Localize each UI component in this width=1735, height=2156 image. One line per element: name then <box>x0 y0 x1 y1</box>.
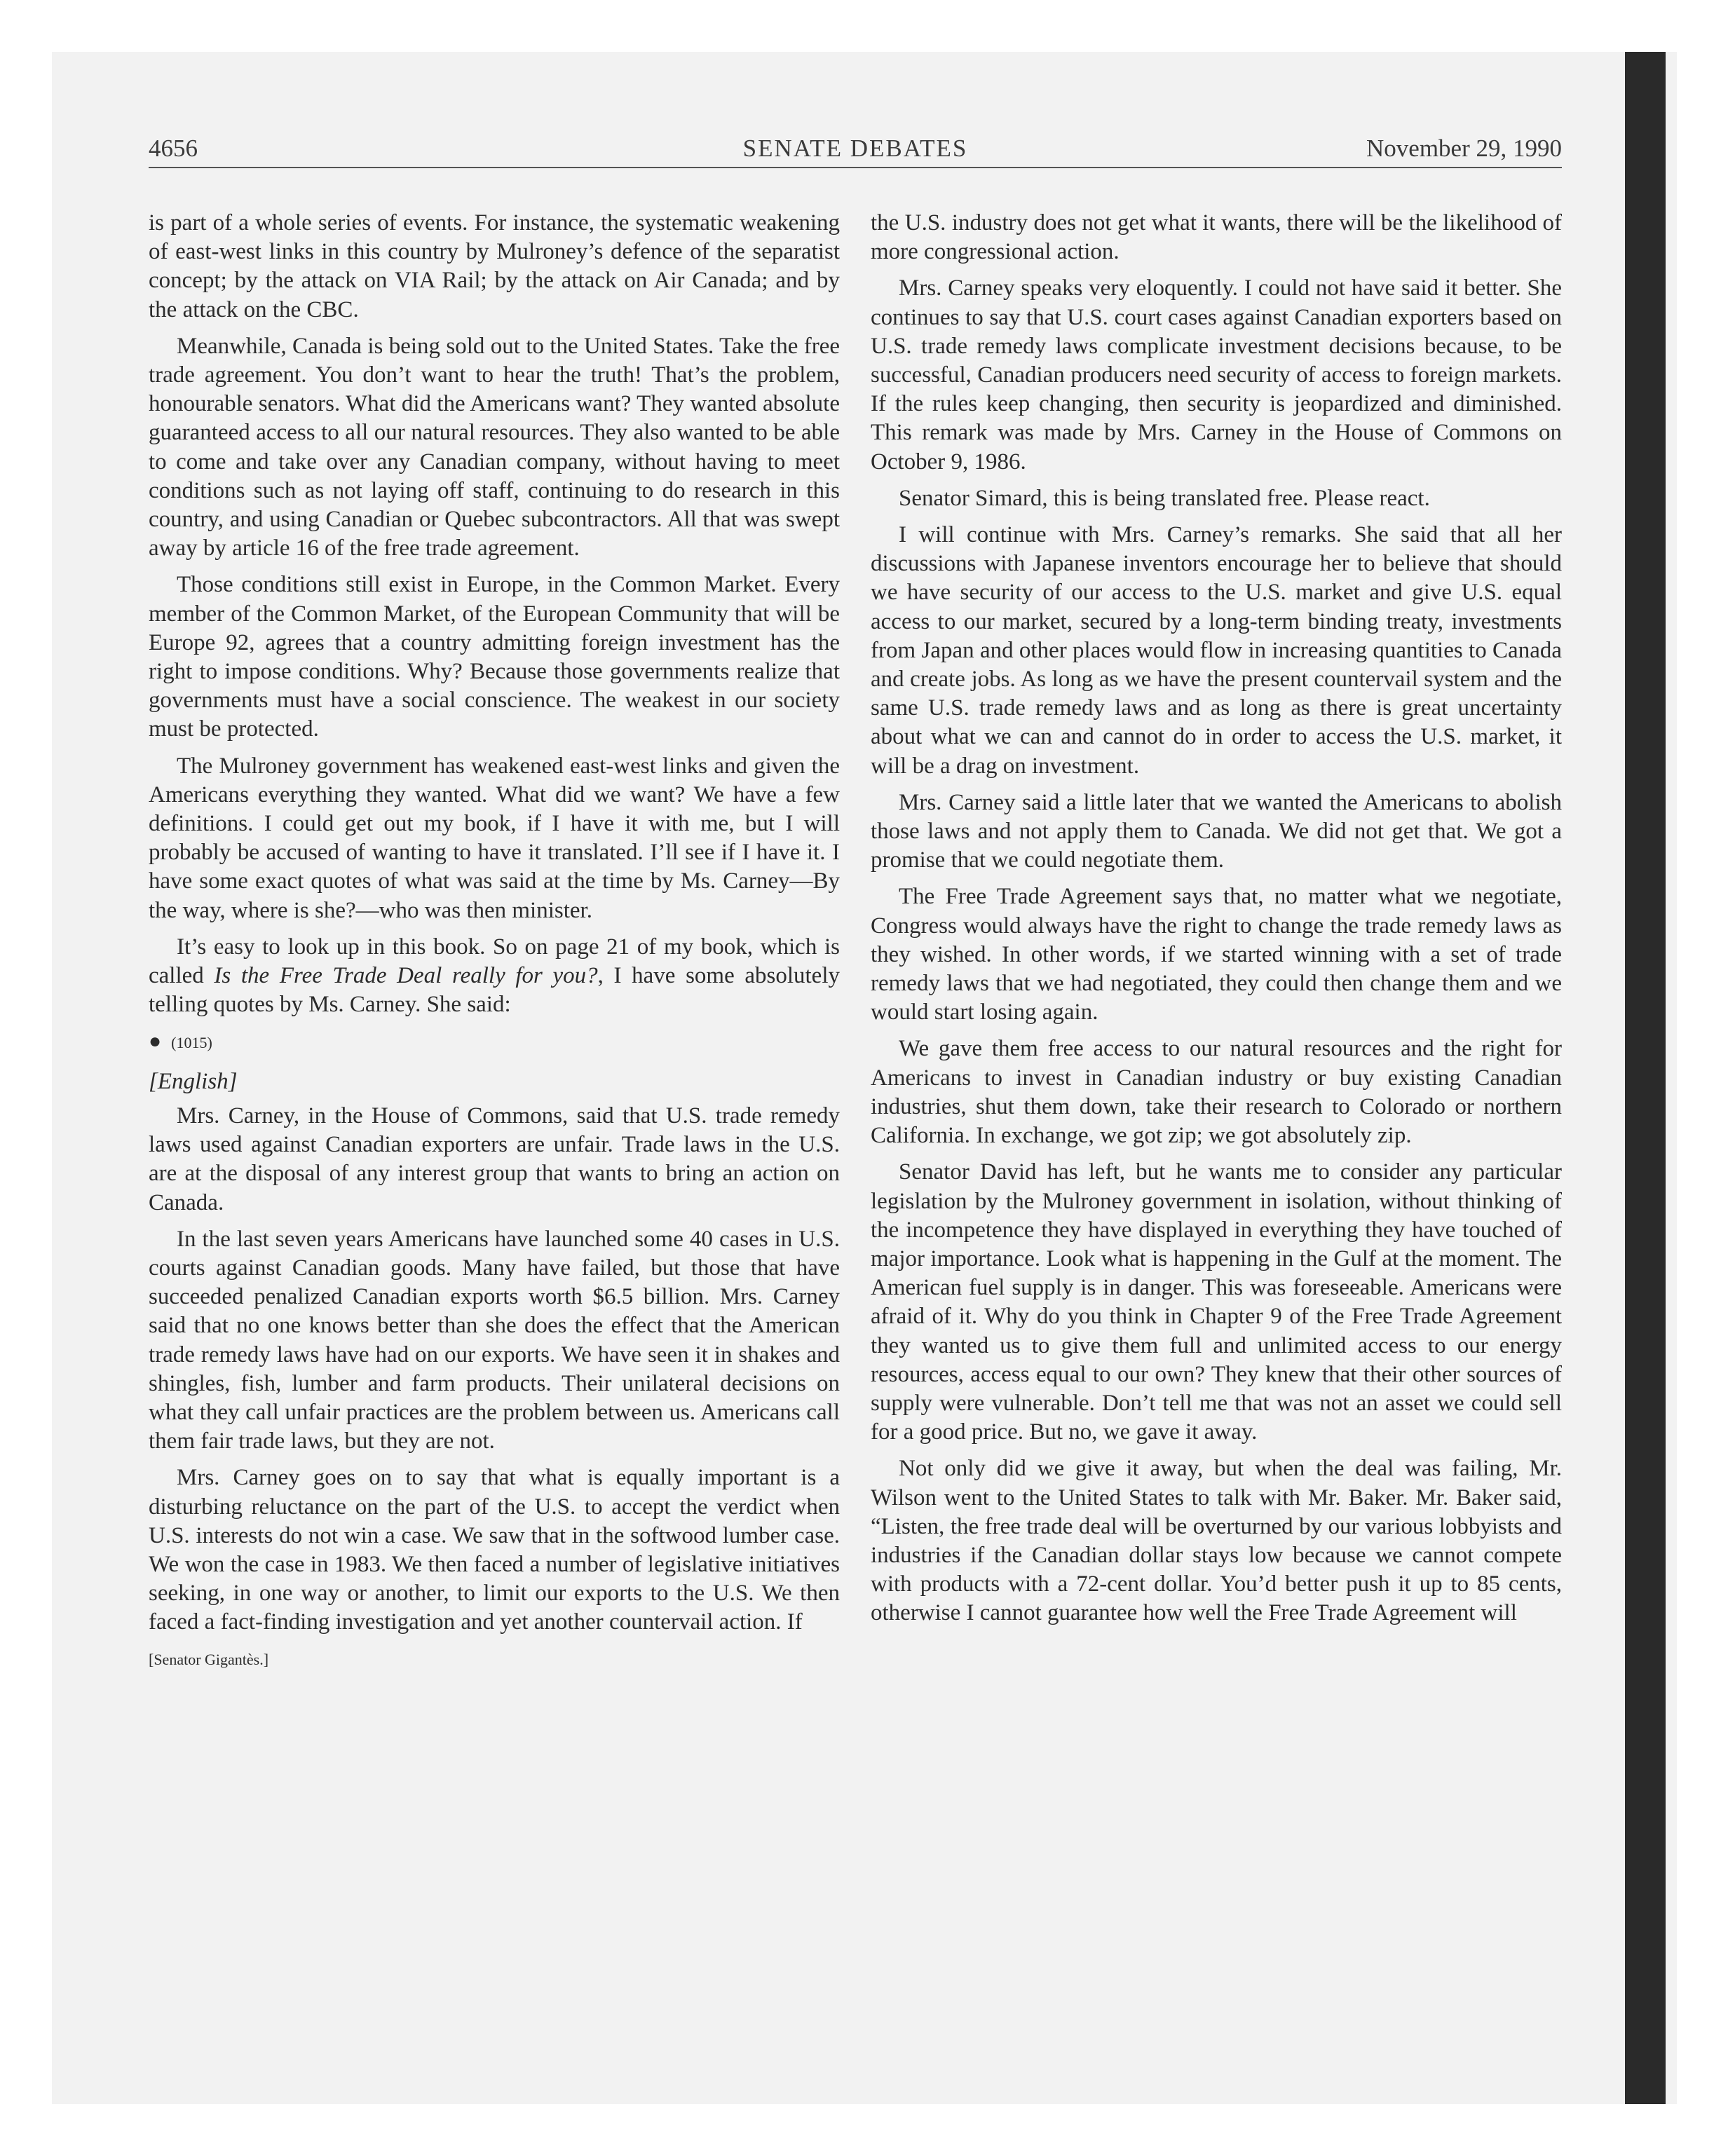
book-title: Is the Free Trade Deal really for you? <box>214 963 598 989</box>
paragraph: In the last seven years Americans have launched some 40 cases in U.S. courts against Canadian goods. Many have failed, but those that have succeeded penalized Canadian exports worth $6.5 billion. Mrs. Carney said that no one knows better than she does the effect that the American trade remedy laws have had on our exports. We have seen it in shakes and shingles, fish, lumber and farm products. Their unilateral decisions on what they call unfair practices are the problem between us. Americans call them fair trade laws, but they are not. <box>149 1226 840 1454</box>
paragraph-text: , I have some absolutely telling quotes by Ms. Carney. She said: <box>149 963 840 1018</box>
paragraph: Senator David has left, but he wants me to consider any particular legislation by the Mulroney government in isolation, without thinking of the incompetence they have displayed in everything they have touched of major importance. Look what is happening in the Gulf at the moment. The American fuel supply is in danger. This was foreseeable. Americans were afraid of it. Why do you think in Chapter 9 of the Free Trade Agreement they wanted us to give them full and unlimited access to our energy resources, access equal to our own? They knew that their other sources of supply were vulnerable. Don’t tell me that was not an asset we could sell for a good price. But no, we gave it away. <box>871 1159 1562 1445</box>
speaker-note: [Senator Gigantès.] <box>149 1650 269 1668</box>
paragraph: Mrs. Carney said a little later that we wanted the Americans to abolish those laws and not apply them to Canada. We did not get that. We got a promise that we could negotiate them. <box>871 789 1562 873</box>
left-column <box>149 209 840 1674</box>
publication-date: November 29, 1990 <box>1366 135 1562 162</box>
paragraph: Senator Simard, this is being translated free. Please react. <box>899 485 1430 511</box>
publication-title: SENATE DEBATES <box>742 135 968 162</box>
scan-edge-shadow <box>1625 52 1666 2104</box>
header-rule <box>149 167 1562 168</box>
paragraph: Those conditions still exist in Europe, in the Common Market. Every member of the Common Market, of the European Community that will be Europe 92, agrees that a country admitting foreign investment has the right to impose conditions. Why? Because those governments realize that governments must have a social conscience. The weakest in our society must be protected. <box>149 572 840 742</box>
bullet-icon: ● <box>149 1030 162 1053</box>
paragraph: Mrs. Carney, in the House of Commons, said that U.S. trade remedy laws used against Canadian exporters are unfair. Trade laws in the U.S. are at the disposal of any interest group that wants to bring an action on Canada. <box>149 1103 840 1215</box>
paragraph <box>149 933 840 1020</box>
paragraph: the U.S. industry does not get what it wants, there will be the likelihood of more congressional action. <box>871 210 1562 265</box>
paragraph: is part of a whole series of events. For instance, the systematic weakening of east-west links in this country by Mulroney’s defence of the separatist concept; by the attack on VIA Rail; by the attack on Air Canada; and by the attack on the CBC. <box>149 210 840 322</box>
time-marker-text: (1015) <box>171 1034 212 1052</box>
paragraph: Mrs. Carney speaks very eloquently. I could not have said it better. She continues to say that U.S. court cases against Canadian exporters based on U.S. trade remedy laws complicate investment decisions because, to be successful, Canadian producers need security of access to foreign markets. If the rules keep changing, then security is jeopardized and diminished. This remark was made by Mrs. Carney in the House of Commons on October 9, 1986. <box>871 275 1562 475</box>
paragraph: We gave them free access to our natural resources and the right for Americans to invest in Canadian industry or buy existing Canadian industries, shut them down, take their research to Colorado or northern California. In exchange, we got zip; we got absolutely zip. <box>871 1036 1562 1149</box>
paragraph: Not only did we give it away, but when the deal was failing, Mr. Wilson went to the United States to talk with Mr. Baker. Mr. Baker said, “Listen, the free trade deal will be overturned by our various lobbyists and industries if the Canadian dollar stays low because we cannot compete with products with a 72-cent dollar. You’d better push it up to 85 cents, otherwise I cannot guarantee how well the Free Trade Agreement will <box>871 1456 1562 1626</box>
language-label-text: English <box>157 1068 229 1094</box>
paragraph-text: It’s easy to look up in this book. So on page 21 of my book, which is called <box>149 934 840 989</box>
paragraph: Mrs. Carney goes on to say that what is equally important is a disturbing reluctance on the part of the U.S. to accept the verdict when U.S. interests do not win a case. We saw that in the softwood lumber case. We won the case in 1983. We then faced a number of legislative initiatives seeking, in one way or another, to limit our exports to the U.S. We then faced a fact-finding investigation and yet another countervail action. If <box>149 1465 840 1635</box>
paragraph: Meanwhile, Canada is being sold out to the United States. Take the free trade agreement. You don’t want to hear the truth! That’s the problem, honourable senators. What did the Americans want? They wanted absolute guaranteed access to all our natural resources. They also wanted to be able to come and take over any Canadian company, without having to meet conditions such as not laying off staff, continuing to do research in this country, and using Canadian or Quebec subcontractors. All that was swept away by article 16 of the free trade agreement. <box>149 333 840 561</box>
paragraph: The Free Trade Agreement says that, no matter what we negotiate, Congress would always have the right to change the trade remedy laws as they wished. In other words, if we started winning with a set of trade remedy laws that we had negotiated, they could then change them and we would start losing again. <box>871 884 1562 1025</box>
paragraph: I will continue with Mrs. Carney’s remarks. She said that all her discussions with Japanese inventors encourage her to believe that should we have security of our access to the U.S. market and give U.S. equal access to our market, secured by a long-term binding treaty, investments from Japan and other places would flow in increasing quantities to Canada and create jobs. As long as we have the present countervail system and the same U.S. trade remedy laws and as long as there is great uncertainty about what we can and cannot do in order to access the U.S. market, it will be a drag on investment. <box>871 522 1562 779</box>
right-column <box>871 209 1562 1636</box>
paragraph: The Mulroney government has weakened east-west links and given the Americans everything they wanted. What did we want? We have a few definitions. I could get out my book, if I have it with me, but I will probably be accused of wanting to have it translated. I’ll see if I have it. I have some exact quotes of what was said at the time by Ms. Carney—By the way, where is she?—who was then minister. <box>149 753 840 923</box>
language-label: [English] <box>149 1068 238 1094</box>
page-number: 4656 <box>149 135 198 162</box>
time-marker <box>149 1027 840 1057</box>
